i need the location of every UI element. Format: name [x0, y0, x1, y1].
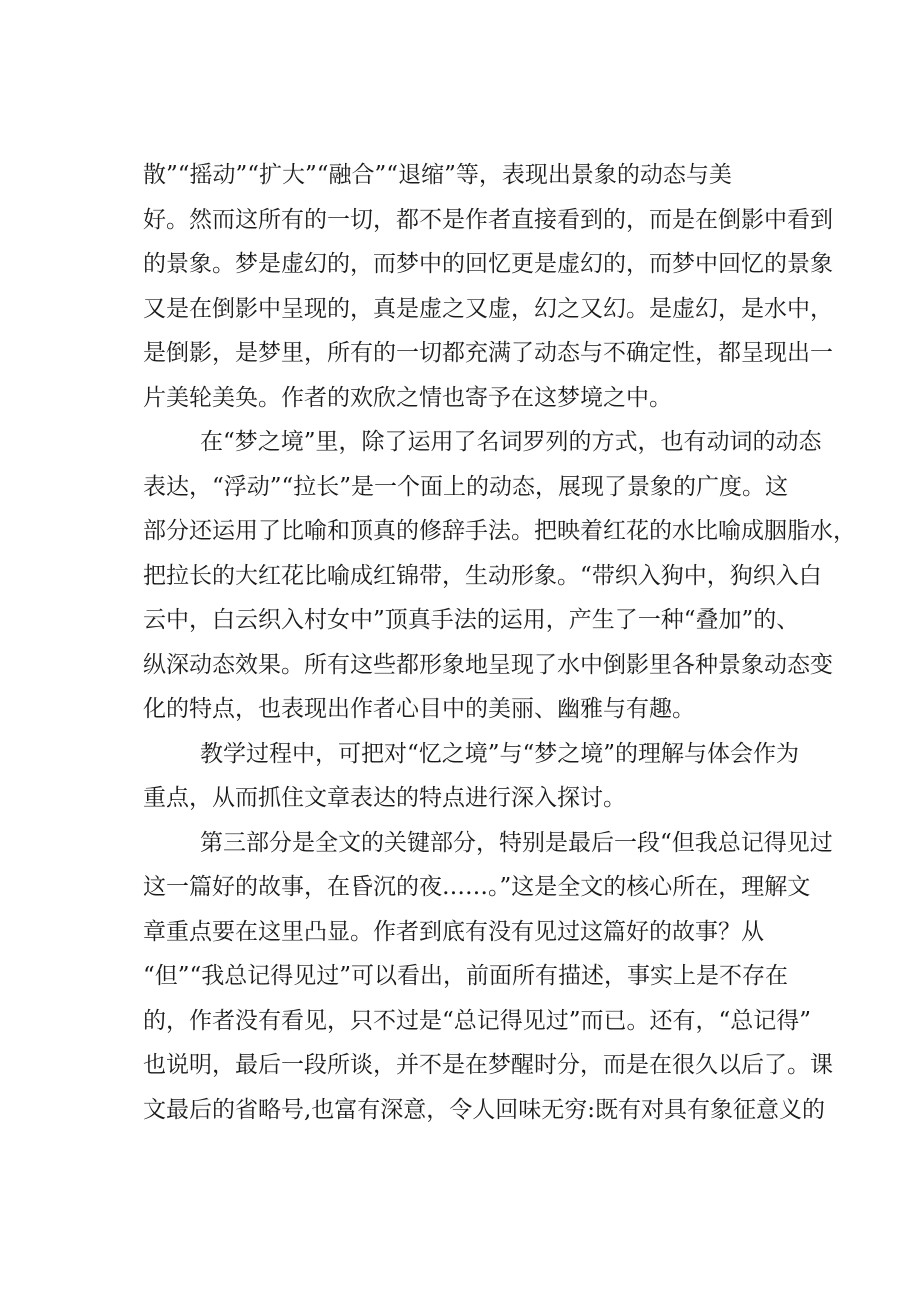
- text-line: 是倒影，是梦里，所有的一切都充满了动态与不确定性，都呈现出一: [143, 340, 833, 366]
- text-line: 把拉长的大红花比喻成红锦带，生动形象。“带织入狗中，狗织入白: [143, 562, 822, 589]
- text-line: 的，作者没有看见，只不过是“总记得见过”而已。还有，“总记得”: [143, 1007, 812, 1034]
- paragraph-first-line: 教学过程中，可把对“忆之境”与“梦之境”的理解与体会作为: [200, 740, 800, 767]
- text-line: 的景象。梦是虚幻的，而梦中的回忆更是虚幻的，而梦中回忆的景象: [143, 251, 833, 277]
- text-line: 散”“摇动”“扩大”“融合”“退缩”等，表现出景象的动态与美: [143, 162, 732, 188]
- text-line: 又是在倒影中呈现的，真是虚之又虚，幻之又幻。是虚幻，是水中，: [143, 295, 833, 322]
- text-line: 章重点要在这里凸显。作者到底有没有见过这篇好的故事？从: [143, 918, 764, 945]
- text-line: 文最后的省略号,也富有深意，令人回味无穷:既有对具有象征意义的: [143, 1096, 826, 1123]
- text-line: 片美轮美奂。作者的欢欣之情也寄予在这梦境之中。: [143, 384, 672, 411]
- body-text: [143, 153, 856, 1132]
- paragraph-first-line: 第三部分是全文的关键部分，特别是最后一段“但我总记得见过: [200, 829, 833, 856]
- text-line: 云中，白云织入村女中”顶真手法的运用，产生了一种“叠加”的、: [143, 607, 800, 633]
- text-line: 纵深动态效果。所有这些都形象地呈现了水中倒影里各种景象动态变: [143, 651, 833, 678]
- text-line: 部分还运用了比喻和顶真的修辞手法。把映着红花的水比喻成胭脂水，: [143, 518, 856, 544]
- text-line: 好。然而这所有的一切，都不是作者直接看到的，而是在倒影中看到: [143, 206, 833, 233]
- text-line: “但”“我总记得见过”可以看出，前面所有描述，事实上是不存在: [143, 963, 789, 989]
- text-line: 表达，“浮动”“拉长”是一个面上的动态，展现了景象的广度。这: [143, 473, 789, 500]
- text-line: 也说明，最后一段所谈，并不是在梦醒时分，而是在很久以后了。课: [143, 1052, 833, 1078]
- text-line: 这一篇好的故事，在昏沉的夜……。”这是全文的核心所在，理解文: [143, 874, 811, 900]
- text-line: 重点，从而抓住文章表达的特点进行深入探讨。: [143, 785, 626, 811]
- text-line: 化的特点，也表现出作者心目中的美丽、幽雅与有趣。: [143, 696, 695, 722]
- paragraph-first-line: 在“梦之境”里，除了运用了名词罗列的方式，也有动词的动态: [200, 429, 822, 455]
